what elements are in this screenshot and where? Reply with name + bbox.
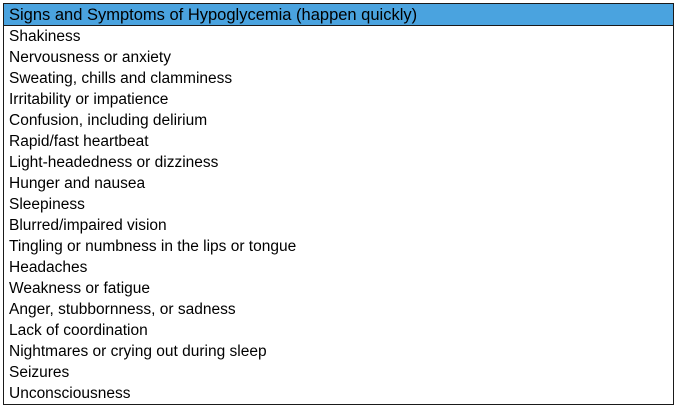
symptom-row: Anger, stubbornness, or sadness <box>9 301 236 318</box>
symptom-row: Sweating, chills and clamminess <box>9 70 233 87</box>
symptom-row: Lack of coordination <box>9 322 148 339</box>
symptom-row: Light-headedness or dizziness <box>9 154 219 171</box>
symptom-list <box>4 26 673 404</box>
symptom-row: Weakness or fatigue <box>9 280 151 297</box>
symptom-row: Nightmares or crying out during sleep <box>9 343 267 360</box>
symptom-row: Nervousness or anxiety <box>9 49 171 66</box>
symptom-row: Blurred/impaired vision <box>9 217 167 234</box>
symptom-row: Confusion, including delirium <box>9 112 208 129</box>
symptoms-table <box>3 3 674 405</box>
symptom-row: Hunger and nausea <box>9 175 146 192</box>
symptom-row: Rapid/fast heartbeat <box>9 133 149 150</box>
symptom-row: Tingling or numbness in the lips or tongue <box>9 238 297 255</box>
table-header <box>4 4 673 26</box>
symptom-row: Sleepiness <box>9 196 85 213</box>
symptom-row: Irritability or impatience <box>9 91 169 108</box>
symptom-row: Shakiness <box>9 28 81 45</box>
symptom-row: Headaches <box>9 259 88 276</box>
table-title: Signs and Symptoms of Hypoglycemia (happen quickly) <box>9 5 418 24</box>
symptom-row: Unconsciousness <box>9 385 131 402</box>
symptom-row: Seizures <box>9 364 70 381</box>
